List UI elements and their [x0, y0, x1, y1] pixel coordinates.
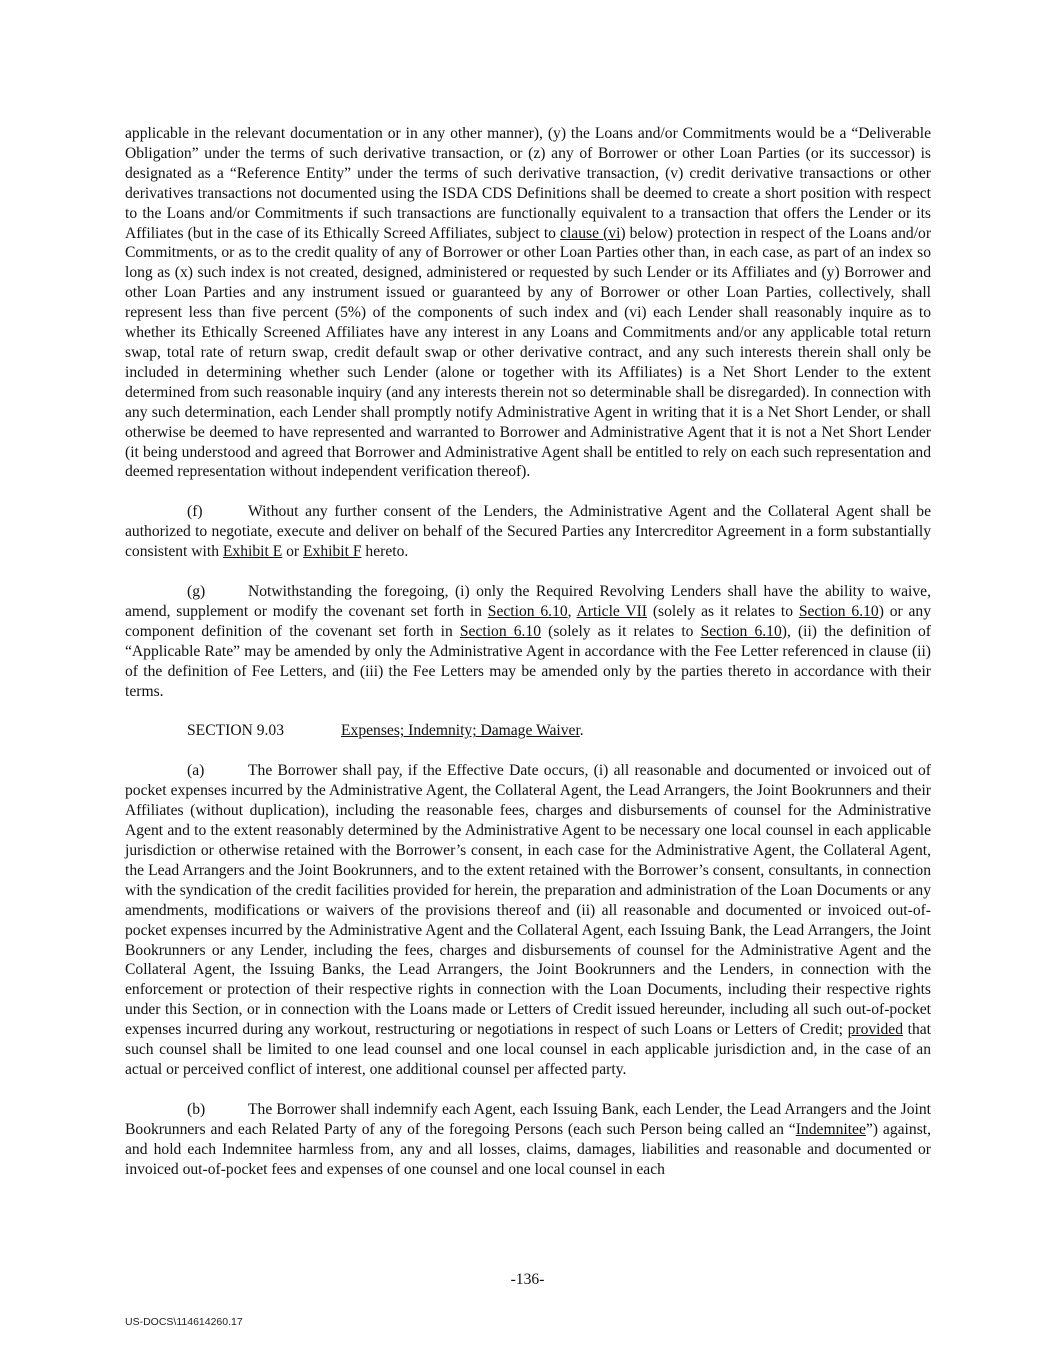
exhibit-e-reference: Exhibit E: [222, 543, 283, 561]
section-reference: Section 6.10: [700, 622, 782, 640]
paragraph-f: (f) Without any further consent of the Lenders, the Administrative Agent and the Collateral Agent shall be authorized to negotiate, execute and deliver on behalf of the Secured Parties any Intercreditor Agreement in a form substantially consistent with Exhibit E or Exhibit F hereto.: [125, 503, 931, 561]
provided-term: provided: [847, 1021, 904, 1039]
paragraph-marker: (f): [187, 503, 203, 521]
clause-vi-reference: clause (vi): [560, 224, 626, 242]
indemnitee-term: Indemnitee: [795, 1120, 866, 1138]
document-id: US-DOCS\114614260.17: [125, 1316, 243, 1328]
section-reference: Section 6.10: [487, 602, 568, 620]
paragraph-marker: (a): [187, 762, 205, 780]
article-reference: Article VII: [576, 602, 648, 620]
paragraph-b: (b) The Borrower shall indemnify each Agent, each Issuing Bank, each Lender, the Lead Arrangers and the Joint Bookrunners and each Related Party of any of the foregoing Persons (each such Person being called an “Indemnitee”) against, and hold each Indemnitee harmless from, any and all losses, claims, damages, liabilities and reasonable and documented or invoiced out-of-pocket fees and expenses of one counsel and one local counsel in each: [125, 1100, 931, 1178]
section-title: Expenses; Indemnity; Damage Waiver: [341, 722, 580, 740]
paragraph-a: (a) The Borrower shall pay, if the Effective Date occurs, (i) all reasonable and documented or invoiced out of pocket expenses incurred by the Administrative Agent, the Collateral Agent, the Lead Arrangers, the Joint Bookrunners and their Affiliates (without duplication), including the reasonable fees, charges and disbursements of counsel for the Administrative Agent and to the extent reasonably determined by the Administrative Agent to be necessary one local counsel in each applicable jurisdiction or otherwise retained with the Borrower’s consent, in each case for the Administrative Agent, the Collateral Agent, the Lead Arrangers and the Joint Bookrunners, and to the extent retained with the Borrower’s consent, consultants, in connection with the syndication of the credit facilities provided for herein, the preparation and administration of the Loan Documents or any amendments, modifications or waivers of the provisions thereof and (ii) all reasonable and documented or invoiced out-of-pocket expenses incurred by the Administrative Agent and the Collateral Agent, each Issuing Bank, the Lead Arrangers, the Joint Bookrunners or any Lender, including the fees, charges and disbursements of counsel for the Administrative Agent and the Collateral Agent, the Issuing Banks, the Lead Arrangers, the Joint Bookrunners and the Lenders, in connection with the enforcement or protection of their respective rights in connection with the Loan Documents, including their respective rights under this Section, or in connection with the Loans made or Letters of Credit issued hereunder, including all such out-of-pocket expenses incurred during any workout, restructuring or negotiations in respect of such Loans or Letters of Credit; provided that such counsel shall be limited to one lead counsel and one local counsel in each applicable jurisdiction and, in the case of an actual or perceived conflict of interest, one additional counsel per affected party.: [125, 762, 931, 1078]
paragraph-continued: applicable in the relevant documentation or in any other manner), (y) the Loans and/or Commitments would be a “Deliverable Obligation” under the terms of such derivative transaction, or (z) any of Borrower or other Loan Parties (or its successor) is designated as a “Reference Entity” under the terms of such derivative transaction, (v) credit derivative transactions or other derivatives transactions not documented using the ISDA CDS Definitions shall be deemed to create a short position with respect to the Loans and/or Commitments if such transactions are functionally equivalent to a transaction that offers the Lender or its Affiliates (but in the case of its Ethically Screed Affiliates, subject to clause (vi) below) protection in respect of the Loans and/or Commitments, or as to the credit quality of any of Borrower or other Loan Parties other than, in each case, as part of an index so long as (x) such index is not created, designed, administered or requested by such Lender or its Affiliates and (y) Borrower and other Loan Parties and any instrument issued or guaranteed by any of Borrower or other Loan Parties, collectively, shall represent less than five percent (5%) of the components of such index and (vi) each Lender shall reasonably inquire as to whether its Ethically Screened Affiliates have any interest in any Loans and Commitments and/or any applicable total return swap, total rate of return swap, credit default swap or other derivative contract, and any such interests therein shall only be included in determining whether such Lender (alone or together with its Affiliates) is a Net Short Lender to the extent determined from such reasonable inquiry (and any interests therein not so determinable shall be disregarded). In connection with any such determination, each Lender shall promptly notify Administrative Agent in writing that it is a Net Short Lender, or shall otherwise be deemed to have represented and warranted to Borrower and Administrative Agent that it is not a Net Short Lender (it being understood and agreed that Borrower and Administrative Agent shall be entitled to rely on each such representation and deemed representation without independent verification thereof).: [125, 125, 932, 481]
section-reference: Section 6.10: [798, 602, 879, 620]
section-heading: SECTION 9.03 Expenses; Indemnity; Damage Waiver.: [187, 722, 584, 740]
page-number: -136-: [510, 1271, 545, 1288]
paragraph-marker: (g): [187, 583, 206, 601]
exhibit-f-reference: Exhibit F: [303, 543, 362, 561]
section-reference: Section 6.10: [459, 622, 542, 640]
paragraph-marker: (b): [187, 1100, 206, 1118]
section-number: SECTION 9.03: [187, 722, 285, 740]
document-body: [125, 124, 931, 1180]
paragraph-g: (g) Notwithstanding the foregoing, (i) only the Required Revolving Lenders shall have the ability to waive, amend, supplement or modify the covenant set forth in Section 6.10, Article VII (solely as it relates to Section 6.10) or any component definition of the covenant set forth in Section 6.10 (solely as it relates to Section 6.10), (ii) the definition of “Applicable Rate” may be amended by only the Administrative Agent in accordance with the Fee Letter referenced in clause (ii) of the definition of Fee Letters, and (iii) the Fee Letters may be amended only by the parties thereto in accordance with their terms.: [125, 583, 932, 700]
